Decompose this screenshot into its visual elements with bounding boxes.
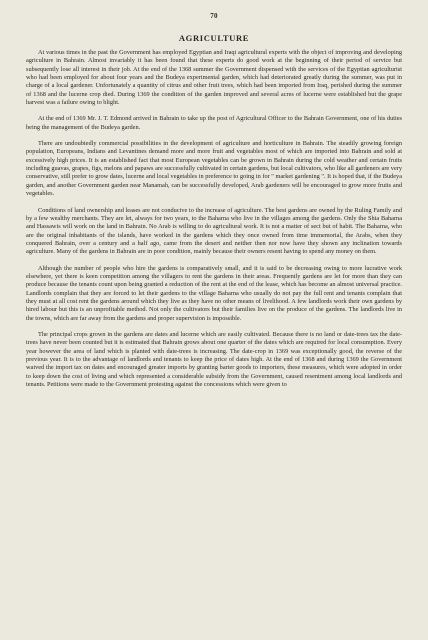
paragraph-agricultural-officer: At the end of 1369 Mr. J. T. Edmond arrived in Bahrain to take up the post of Agricultural Officer to the Bahrain Government, one of his duties being the management of the Budeya garden.: [26, 115, 402, 131]
paragraph-principal-crops: The principal crops grown in the gardens are dates and lucerne which are easily cultivated. Because there is no land or date-trees tax the date-trees have never been counted but it is estimated that Bahrain grows about one quarter of the dates which are required for local consumption. Every year however the area of land which is planted with date-trees is increasing. The date-crop in 1369 was exceptionally good, the reverse of the previous year. It is to the advantage of landlords and tenants to keep the price of dates high. At the end of 1368 and during 1369 the Government waived the import tax on dates and encouraged greater imports by granting barter goods to importers, these measures, which were adopted in order to keep down the cost of living and which represented a considerable subsidy from the Government, caused resentment among local landlords and tenants. Petitions were made to the Government protesting against the concessions which were given to: [26, 330, 402, 389]
paragraph-garden-tenants: Although the number of people who hire the gardens is comparatively small, and it is said to be decreasing owing to more lucrative work elsewhere, yet there is keen competition among the villagers to rent the gardens in their areas. Frequently gardens are let for more than they can produce because the tenants count upon being granted a reduction of the rent at the end of the lease, which has become an almost universal practice. Landlords complain that they are forced to let their gardens to the village Baharna who usually do not pay the full rent and tenants complain that they must at all cost rent the gardens around which they live as they have no other means of livelihood. A few landlords work their own gardens by hired labour but this is an unprofitable method. Not only the cultivators but their families live on the produce of the gardens. The landlords live in the towns, which are far away from the gardens and proper supervision is impossible.: [26, 264, 402, 322]
paragraph-land-ownership: Conditions of land ownership and leases are not conducive to the increase of agriculture. The best gardens are owned by the Ruling Family and by a few wealthy merchants. They are let, always for two years, to the Baharna who live in the villages among the gardens. Only the Shia Baharna and Hassawis will work on the land in Bahrain. No Arab is willing to do agricultural work. It is not a matter of sect but of habit. The Baharna, who are the original inhabitants of the islands, have worked in the gardens which they once owned from time immemorial, the Arabs, when they conquered Bahrain, over a century and a half ago, came from the desert and neither then nor now have they shown any inclination towards agriculture. Many of the gardens in Bahrain are in poor condition, mainly because their owners resent having to spend any money on them.: [26, 206, 402, 256]
page-number: 70: [210, 12, 218, 20]
paragraph-commercial-possibilities: There are undoubtedly commercial possibilities in the development of agriculture and horticulture in Bahrain. The steadily growing foreign population, Europeans, Indians and Levantines demand more and more fruit and vegetables most of which are imported into Bahrain and sold at excessively high prices. It is an established fact that most European vegetables can be grown in Bahrain during the cold weather and certain fruits including guavas, grapes, figs, melons and papaws are successfully cultivated in certain gardens, but local cultivators, who like all gardeners are very conservative, still prefer to grow dates, lucerne and local vegetables in preference to going in for " market gardening ". It is hoped that, if the Budeya garden, and another Government garden near Manamah, can be successfully developed, Arab gardeners will be encouraged to grow more fruits and vegetables.: [26, 140, 402, 198]
paragraph-experts: At various times in the past the Government has employed Egyptian and Iraqi agricultural experts with the object of improving and developing agriculture in Bahrain. Almost invariably it has been found that these experts do good work at the beginning of their period of service but subsequently lose all interest in their job. At the end of the 1368 summer the Government dispensed with the services of the Egyptian agriculturist who had been employed for about four years and the Budeya experimental garden, which had deteriorated greatly during the summer, was put in charge of a local gardener. Unfortunately a quantity of citrus and other fruit trees, which had been imported from Iraq, perished during the summer of 1368 and the lucerne crop died. During 1369 the condition of the garden improved and several acres of lucerne were established but the grape harvest was a failure owing to blight.: [26, 49, 402, 107]
section-title: AGRICULTURE: [178, 33, 250, 43]
